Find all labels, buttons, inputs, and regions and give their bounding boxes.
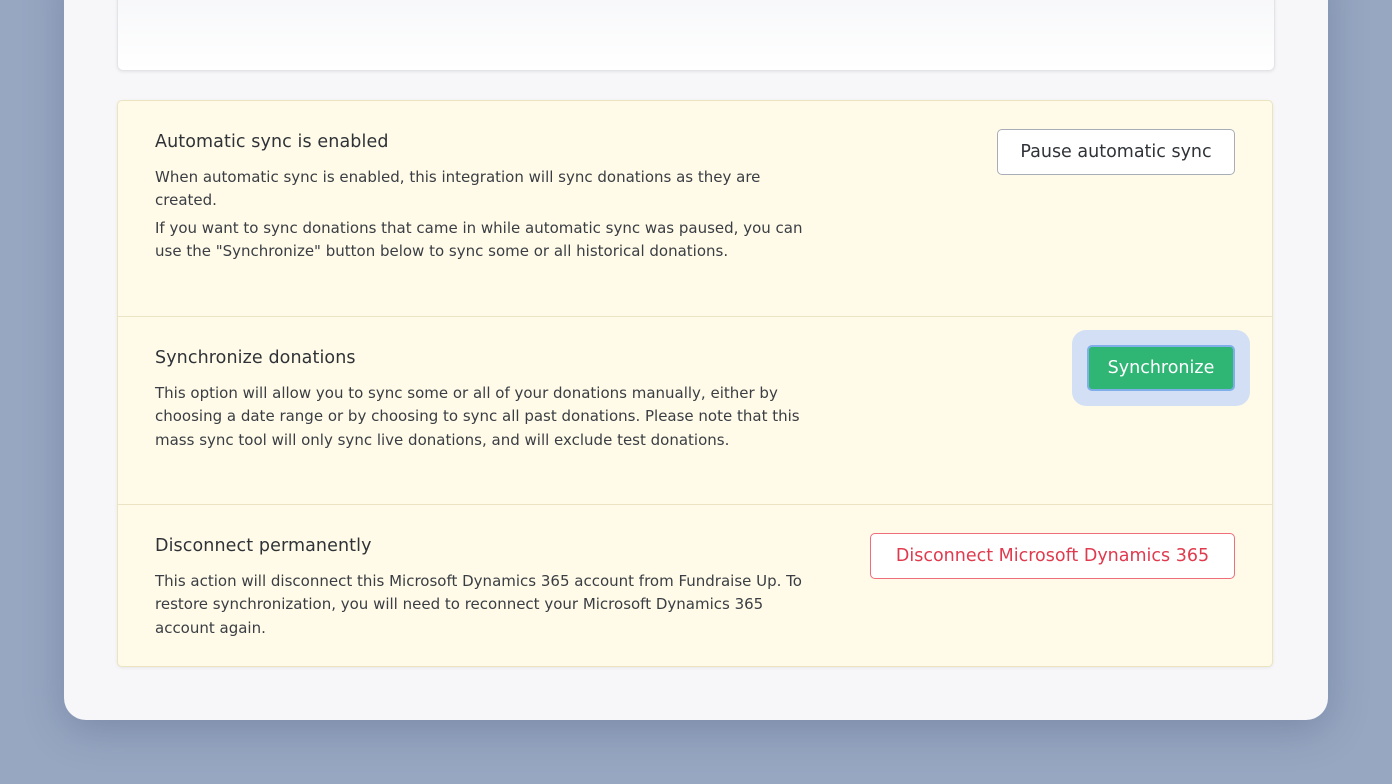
settings-window [64, 0, 1328, 720]
auto-sync-description [155, 166, 815, 263]
previous-card [117, 0, 1275, 71]
disconnect-description [155, 570, 815, 640]
synchronize-title: Synchronize donations [155, 348, 356, 368]
disconnect-microsoft-dynamics-button[interactable]: Disconnect Microsoft Dynamics 365 [870, 533, 1235, 579]
disconnect-paragraph: This action will disconnect this Microsoft Dynamics 365 account from Fundraise Up. To restore synchronization, you will need to reconnect your Microsoft Dynamics 365 account again. [155, 572, 802, 637]
auto-sync-section [118, 101, 1272, 317]
disconnect-section [118, 505, 1272, 668]
integration-sync-panel [117, 100, 1273, 667]
auto-sync-paragraph-2: If you want to sync donations that came in while automatic sync was paused, you can use the "Synchronize" button below to sync some or all historical donations. [155, 218, 803, 260]
pause-automatic-sync-button[interactable]: Pause automatic sync [997, 129, 1235, 175]
auto-sync-title: Automatic sync is enabled [155, 132, 389, 152]
auto-sync-paragraph-1: When automatic sync is enabled, this integration will sync donations as they are created. [155, 168, 761, 210]
synchronize-paragraph: This option will allow you to sync some or all of your donations manually, either by choosing a date range or by choosing to sync all past donations. Please note that this mass sync tool will only sync live donations, and will exclude test donations. [155, 384, 800, 449]
synchronize-section [118, 317, 1272, 505]
synchronize-description [155, 382, 815, 452]
disconnect-title: Disconnect permanently [155, 536, 372, 556]
synchronize-button[interactable]: Synchronize [1087, 345, 1235, 391]
